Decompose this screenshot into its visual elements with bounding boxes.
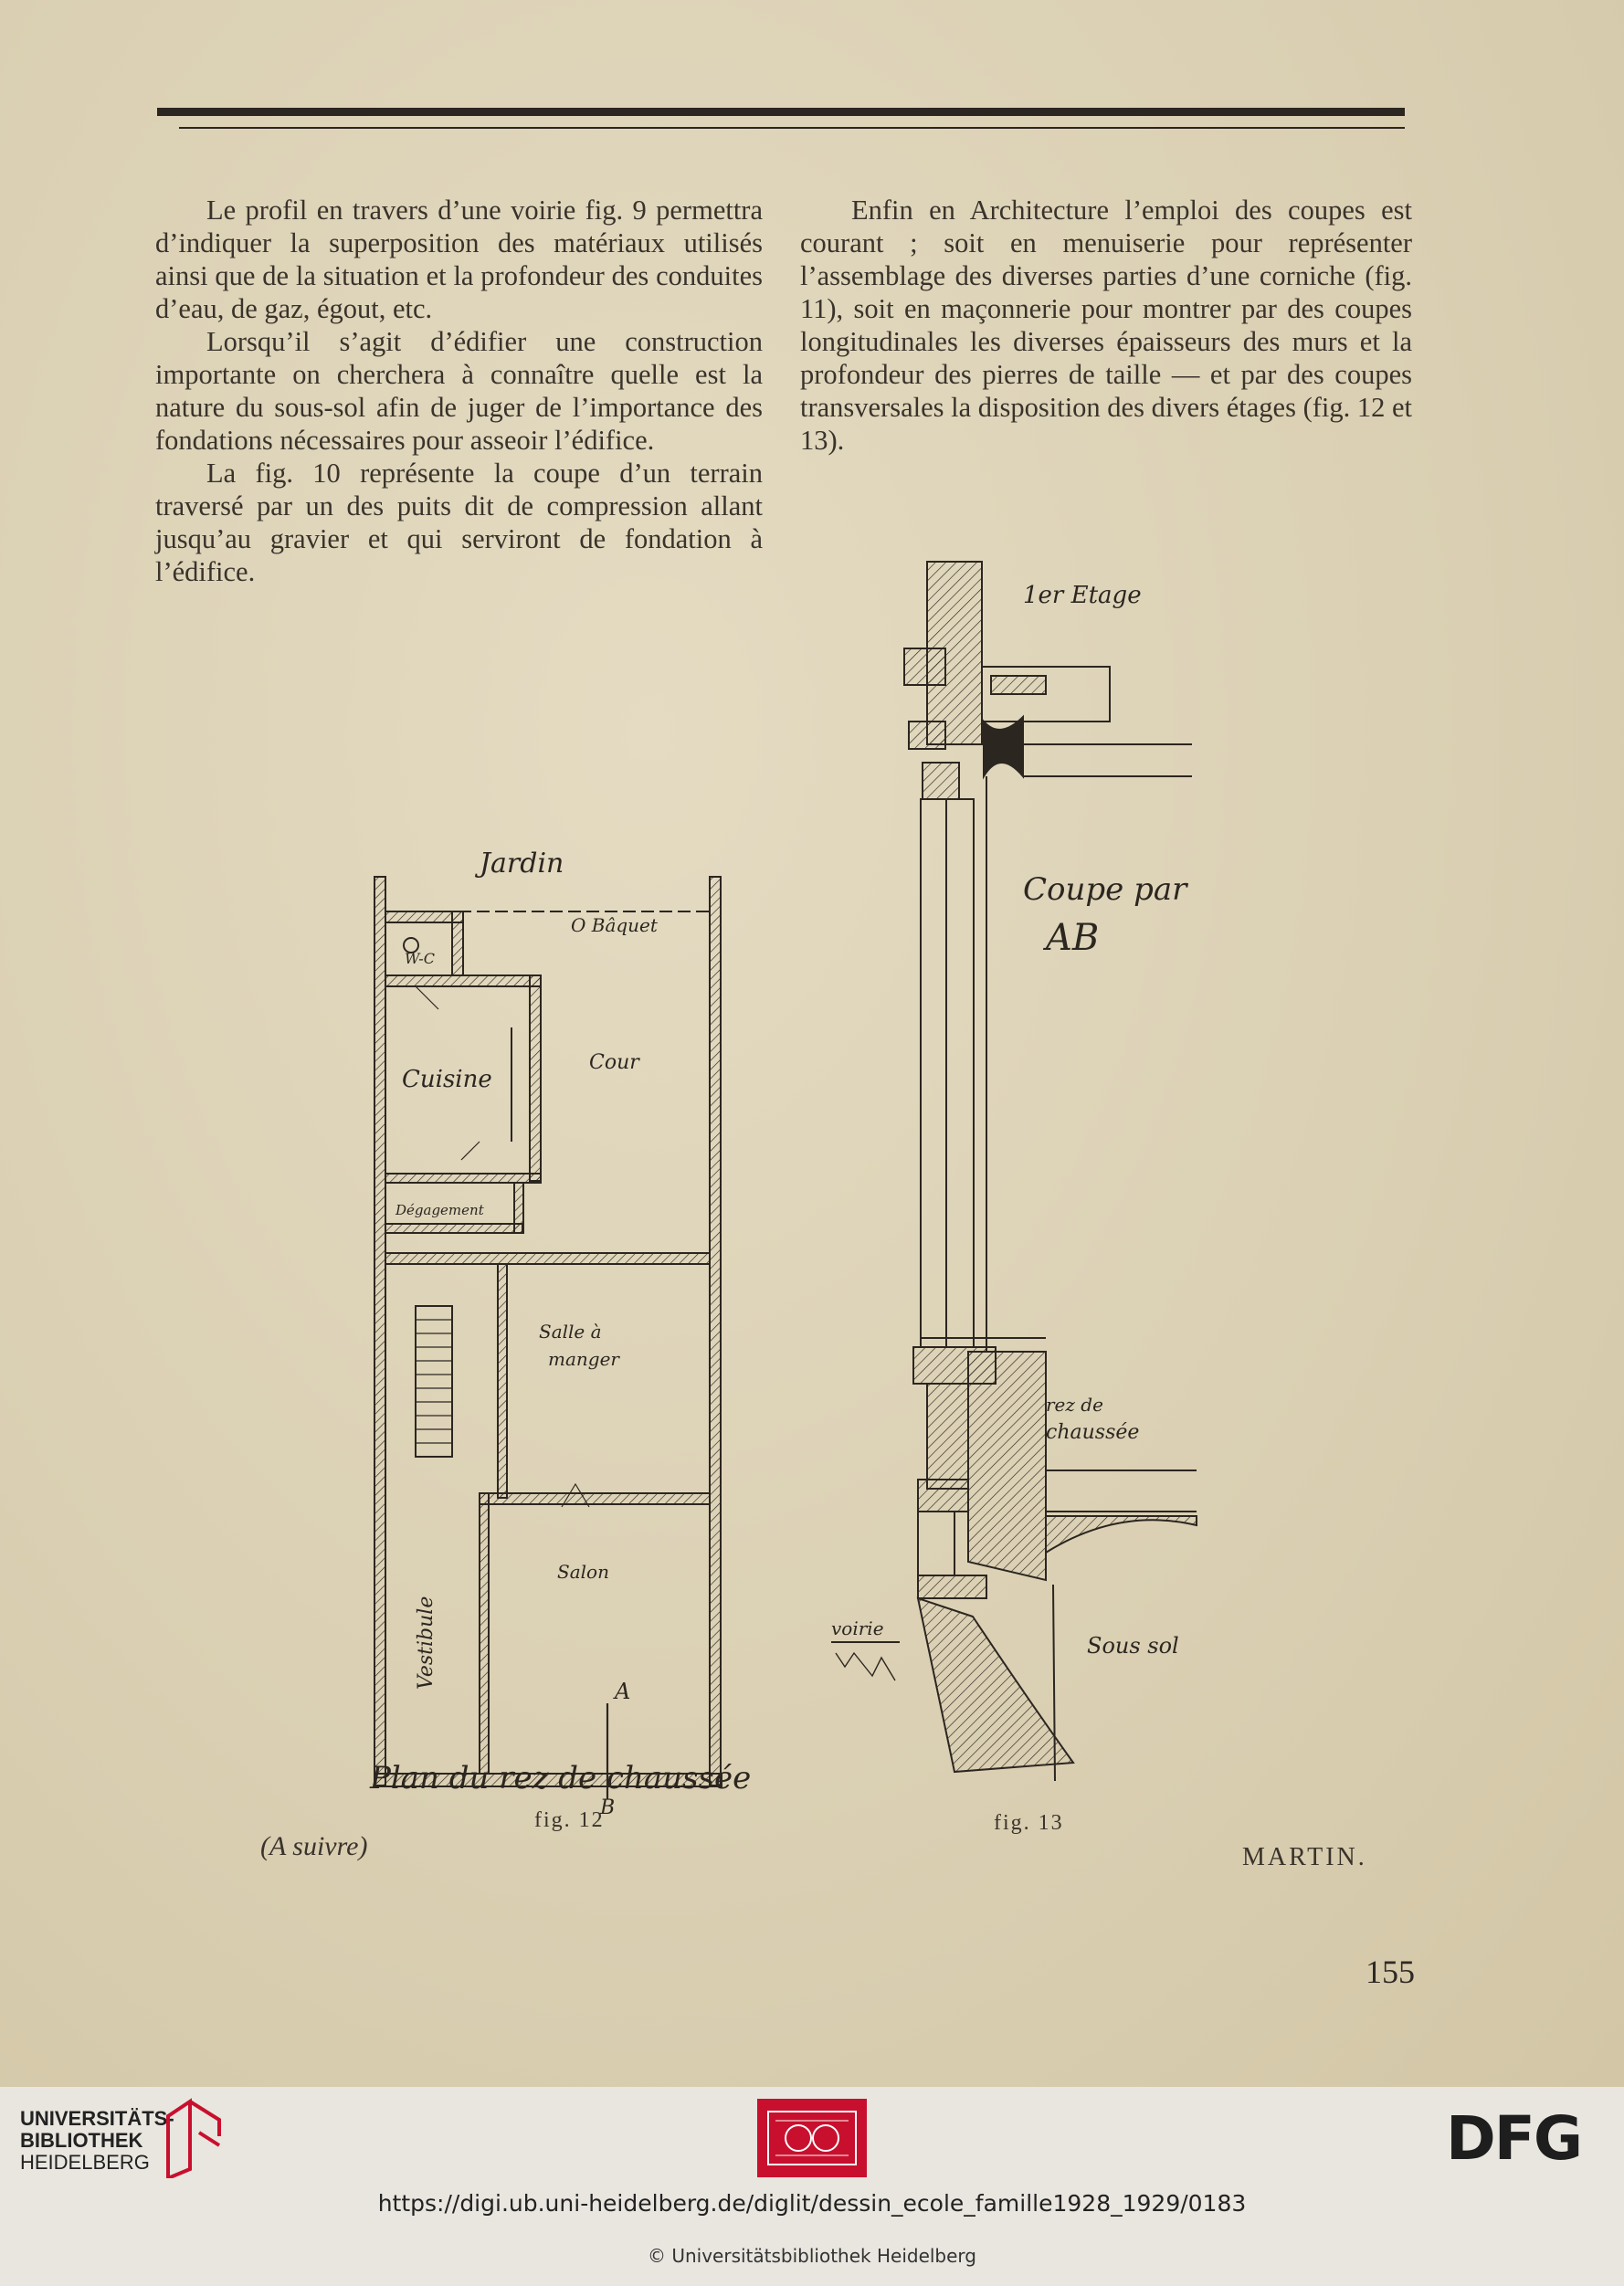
library-line-3: HEIDELBERG (20, 2151, 150, 2174)
dfg-logo[interactable]: DFG (1446, 2103, 1582, 2174)
caption-fig12: fig. 12 (534, 1808, 605, 1832)
header-rule-thick (157, 108, 1405, 116)
label-ab: AB (1046, 917, 1100, 959)
label-cour: Cour (589, 1051, 639, 1074)
left-column (155, 194, 763, 588)
label-degagement: Dégagement (395, 1202, 484, 1218)
label-salle-a: Salle à (539, 1321, 602, 1343)
label-manger: manger (548, 1348, 619, 1370)
copyright-notice: © Universitätsbibliothek Heidelberg (647, 2245, 976, 2267)
label-plan-title: Plan du rez de chaussée (370, 1760, 752, 1796)
to-be-continued: (A suivre) (260, 1831, 368, 1861)
label-1er-etage: 1er Etage (1023, 582, 1142, 609)
paragraph-fig10: La fig. 10 représente la coupe d’un terrain traversé par un des puits dit de compression allant jusqu’au gravier et qui serviront de fondation à l’édifice. (155, 458, 763, 587)
label-baquet: O Bâquet (571, 914, 658, 936)
label-rez-de: rez de (1046, 1394, 1103, 1416)
label-chaussee: chaussée (1046, 1421, 1140, 1444)
library-logo-icon[interactable] (163, 2096, 227, 2182)
label-point-a: A (615, 1679, 631, 1704)
epistemes-logo[interactable] (757, 2099, 867, 2177)
library-line-2: BIBLIOTHEK (20, 2129, 143, 2152)
paragraph-construction: Lorsqu’il s’agit d’édifier une construction importante on cherchera à connaître quelle est la nature du sous-sol afin de juger de l’importance des fondations nécessaires pour asseoir l’édifice. (155, 326, 763, 456)
permalink-url[interactable]: https://digi.ub.uni-heidelberg.de/diglit/dessin_ecole_famille1928_1929/0183 (377, 2190, 1247, 2217)
library-name[interactable] (20, 2108, 174, 2174)
header-rule-thin (179, 127, 1405, 129)
label-cuisine: Cuisine (402, 1066, 492, 1093)
right-column (800, 194, 1412, 457)
label-sous-sol: Sous sol (1087, 1633, 1179, 1659)
paragraph-voirie: Le profil en travers d’une voirie fig. 9 permettra d’indiquer la superposition des matériaux utilisés ainsi que de la situation et la profondeur des conduites d’eau, de gaz, égout, etc. (155, 195, 763, 324)
fig13-section (827, 557, 1219, 1790)
label-salon: Salon (557, 1561, 609, 1583)
label-point-b: B (600, 1796, 616, 1817)
page-number: 155 (1366, 1954, 1415, 1990)
author-signature: MARTIN. (1242, 1843, 1367, 1871)
label-voirie: voirie (831, 1617, 884, 1639)
label-wc: W-C (405, 950, 435, 967)
library-line-1: UNIVERSITÄTS- (20, 2107, 174, 2130)
caption-fig13: fig. 13 (994, 1811, 1064, 1835)
label-vestibule: Vestibule (415, 1596, 438, 1690)
label-coupe-par: Coupe par (1023, 871, 1187, 908)
paragraph-architecture: Enfin en Architecture l’emploi des coupes est courant ; soit en menuiserie pour représenter l’assemblage des diverses parties d’une corniche (fig. 11), soit en maçonnerie pour montrer par des coupes longitudinales les diverses épaisseurs des murs et la profondeur des pierres de taille — et par des coupes transversales la disposition des divers étages (fig. 12 et 13). (800, 195, 1412, 456)
label-jardin: Jardin (480, 848, 564, 880)
fig12-floor-plan (361, 840, 817, 1817)
